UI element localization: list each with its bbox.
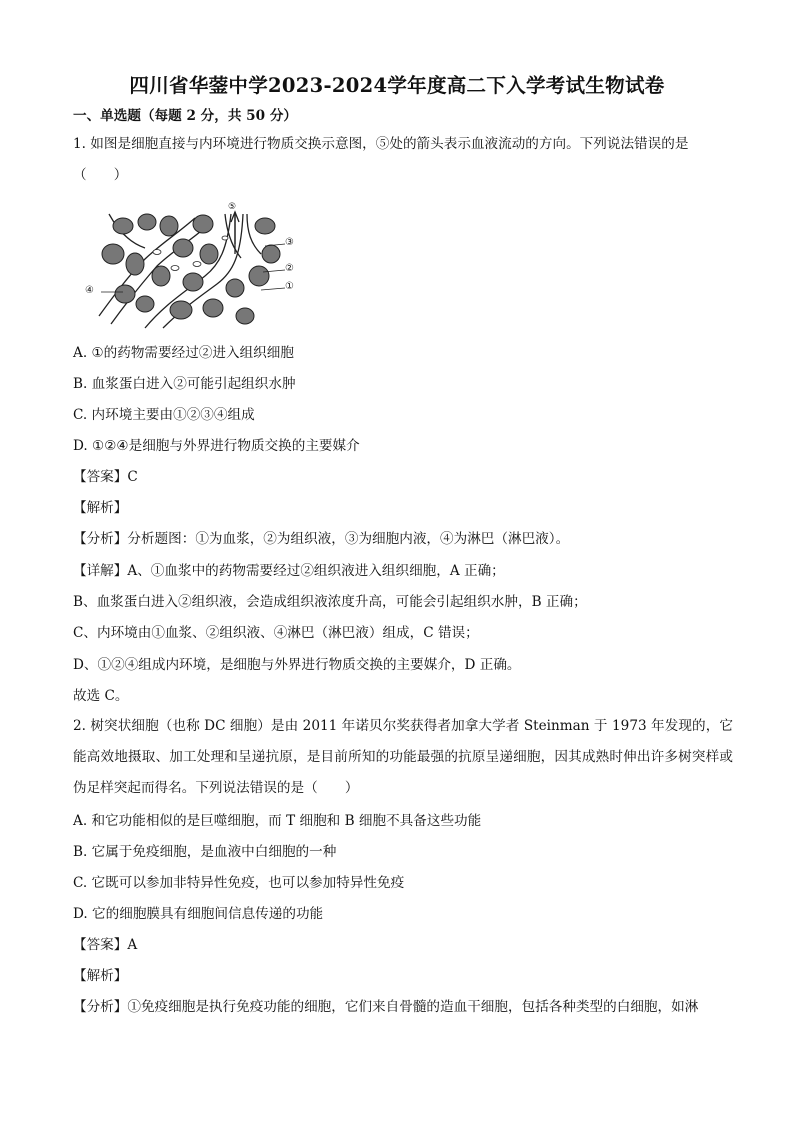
q2-analysis-heading: 【解析】 <box>73 968 128 984</box>
q1-option-d: D. ①②④是细胞与外界进行物质交换的主要媒介 <box>73 438 360 454</box>
q2-answer: 【答案】A <box>73 937 138 953</box>
figure-label-1: ① <box>285 281 294 292</box>
q1-option-b: B. 血浆蛋白进入②可能引起组织水肿 <box>73 376 296 392</box>
figure-label-4: ④ <box>85 285 94 296</box>
q1-detail-d: D、①②④组成内环境，是细胞与外界进行物质交换的主要媒介，D 正确。 <box>73 657 521 673</box>
figure-label-5-top: ⑤ <box>228 202 237 212</box>
q1-conclusion: 故选 C。 <box>73 688 129 704</box>
cell-exchange-diagram <box>85 204 303 330</box>
q2-option-b: B. 它属于免疫细胞，是血液中白细胞的一种 <box>73 844 337 860</box>
q2-option-a: A. 和它功能相似的是巨噬细胞，而 T 细胞和 B 细胞不具备这些功能 <box>73 813 482 829</box>
figure-label-3: ③ <box>285 237 294 248</box>
section-heading: 一、单选题（每题 2 分，共 50 分） <box>73 108 298 124</box>
page-title: 四川省华蓥中学2023-2024学年度高二下入学考试生物试卷 <box>129 74 665 97</box>
q2-option-d: D. 它的细胞膜具有细胞间信息传递的功能 <box>73 906 324 922</box>
q1-analysis-heading: 【解析】 <box>73 500 128 516</box>
figure-label-2: ② <box>285 263 294 274</box>
q1-stem-line2: （ ） <box>73 167 128 183</box>
q1-stem-line1: 1. 如图是细胞直接与内环境进行物质交换示意图，⑤处的箭头表示血液流动的方向。下列说法错误的是 <box>73 136 689 152</box>
q1-detail-a: 【详解】A、①血浆中的药物需要经过②组织液进入组织细胞，A 正确； <box>73 563 505 579</box>
q1-option-a: A. ①的药物需要经过②进入组织细胞 <box>73 345 294 361</box>
q1-detail-c: C、内环境由①血浆、②组织液、④淋巴（淋巴液）组成，C 错误； <box>73 625 479 641</box>
q2-option-c: C. 它既可以参加非特异性免疫，也可以参加特异性免疫 <box>73 875 405 891</box>
q1-detail-b: B、血浆蛋白进入②组织液，会造成组织液浓度升高，可能会引起组织水肿，B 正确； <box>73 594 587 610</box>
q2-stem: 2. 树突状细胞（也称 DC 细胞）是由 2011 年诺贝尔奖获得者加拿大学者 Steinman 于 1973 年发现的，它能高效地摄取、加工处理和呈递抗原，是目前所知的功能最强的抗原呈递细胞，因其成熟时伸出许多树突样或伪足样突起而得名。下列说法错误的是（ ） <box>73 718 733 796</box>
q1-answer: 【答案】C <box>73 469 138 485</box>
q1-analysis: 【分析】分析题图：①为血浆，②为组织液，③为细胞内液，④为淋巴（淋巴液）。 <box>73 531 570 547</box>
q2-analysis: 【分析】①免疫细胞是执行免疫功能的细胞，它们来自骨髓的造血干细胞，包括各种类型的白细胞，如淋 <box>73 999 699 1015</box>
q1-option-c: C. 内环境主要由①②③④组成 <box>73 407 255 423</box>
